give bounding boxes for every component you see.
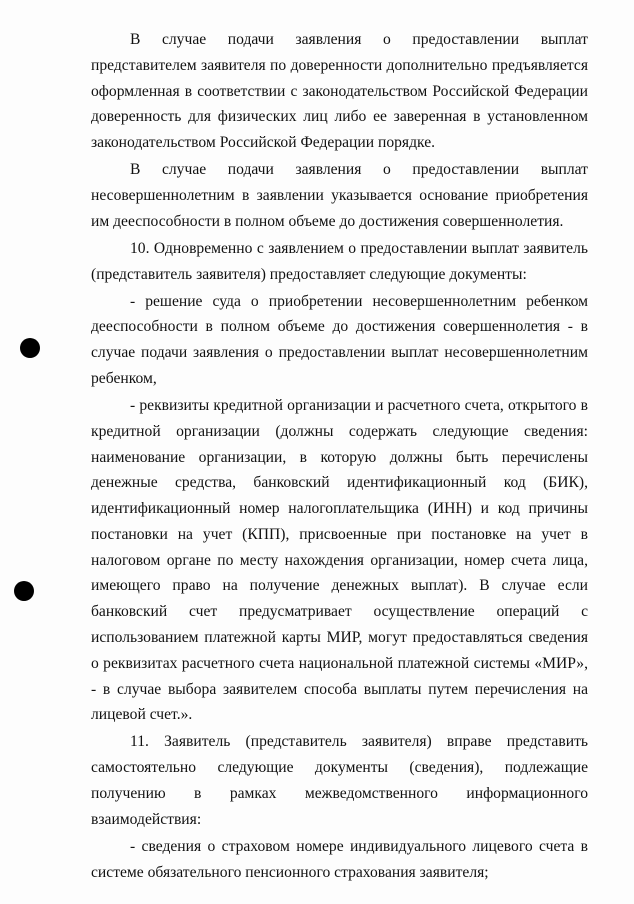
punch-hole [14,581,34,601]
paragraph: 10. Одновременно с заявлением о предоставлении выплат заявитель (представитель заявителя) предоставляет следующие документы: [91,239,588,283]
paragraph: В случае подачи заявления о предоставлении выплат несовершеннолетним в заявлении указывается основание приобретения им дееспособности в полном объеме до достижения совершеннолетия. [91,161,588,230]
paragraph: 11. Заявитель (представитель заявителя) вправе представить самостоятельно следующие документы (сведения), подлежащие получению в рамках межведомственного информационного взаимодействия: [91,733,588,828]
paragraph: В случае подачи заявления о предоставлении выплат представителем заявителя по доверенности дополнительно предъявляется оформленная в соответствии с законодательством Российской Федерации доверенность для физических лиц либо ее заверенная в установленном законодательством Российской Федерации порядке. [91,31,588,152]
paragraph: - решение суда о приобретении несовершеннолетним ребенком дееспособности в полном объеме до достижения совершеннолетия - в случае подачи заявления о предоставлении выплат несовершеннолетним ребенком, [91,292,588,387]
paragraph: - сведения о страховом номере индивидуального лицевого счета в системе обязательного пенсионного страхования заявителя; [91,837,588,881]
punch-hole [20,338,40,358]
paragraph: - реквизиты кредитной организации и расчетного счета, открытого в кредитной организации (должны содержать следующие сведения: наименование организации, в которую должны быть перечислены денежные средства, банковский идентификационный код (БИК), идентификационный номер налогоплательщика (ИНН) и код причины постановки на учет (КПП), присвоенные при постановке на учет в налоговом органе по месту нахождения организации, номер счета лица, имеющего право на получение денежных выплат). В случае если банковский счет предусматривает осуществление операций с использованием платежной карты МИР, могут предоставляться сведения о реквизитах расчетного счета национальной платежной системы «МИР», - в случае выбора заявителем способа выплаты путем перечисления на лицевой счет.». [91,396,588,724]
document-body [91,27,588,885]
